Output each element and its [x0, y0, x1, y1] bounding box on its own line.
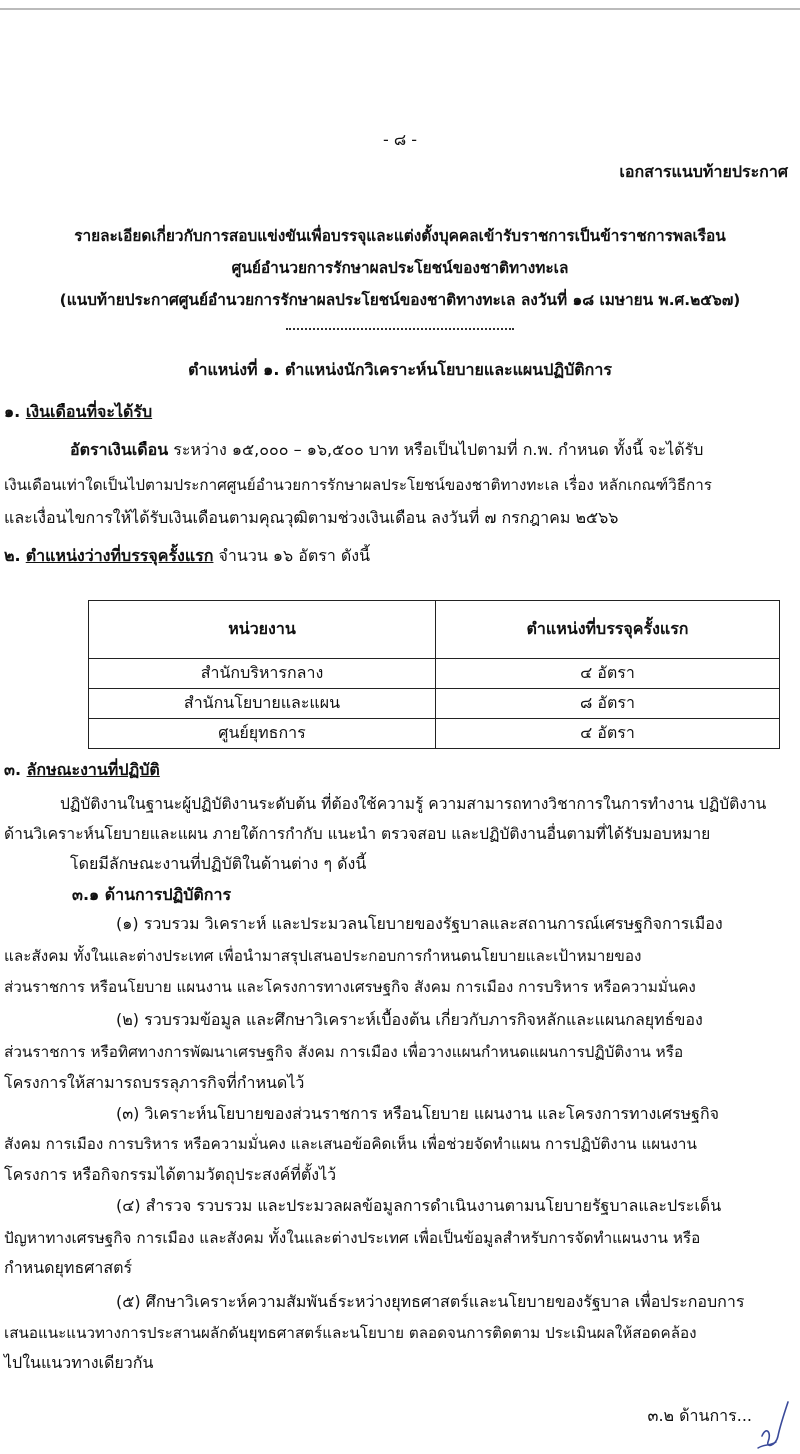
section2-tail: จำนวน ๑๖ อัตรา ดังนี้	[218, 546, 371, 565]
section3-number: ๓.	[4, 760, 22, 779]
table-row	[89, 689, 780, 719]
section1-line2: เงินเดือนเท่าใดเป็นไปตามประกาศศูนย์อำนวยการรักษาผลประโยชน์ของชาติทางทะเล เรื่อง หลักเกณฑ์วิธีการ	[4, 476, 712, 494]
document-title-line3: (แนบท้ายประกาศศูนย์อำนวยการรักษาผลประโยชน์ของชาติทางทะเล ลงวันที่ ๑๘ เมษายน พ.ศ.๒๕๖๗)	[59, 291, 741, 309]
dotted-separator	[286, 328, 514, 330]
salary-rate-text: ระหว่าง ๑๕,๐๐๐ – ๑๖,๕๐๐ บาท หรือเป็นไปตามที่ ก.พ. กำหนด ทั้งนี้ จะได้รับ	[173, 440, 704, 459]
item3-line2: สังคม การเมือง การบริหาร หรือความมั่นคง และเสนอข้อคิดเห็น เพื่อช่วยจัดทำแผน การปฏิบัติงาน แผนงาน	[4, 1135, 697, 1153]
section2-title: ตำแหน่งว่างที่บรรจุครั้งแรก	[25, 546, 214, 565]
page-number: - ๘ -	[382, 130, 418, 149]
section1-heading	[4, 402, 152, 422]
section3-title: ลักษณะงานที่ปฏิบัติ	[26, 760, 160, 779]
section2-heading	[4, 546, 370, 566]
section3-intro-line2: ด้านวิเคราะห์นโยบายและแผน ภายใต้การกำกับ แนะนำ ตรวจสอบ และปฏิบัติงานอื่นตามที่ได้รับมอบหมาย	[4, 825, 711, 843]
item5-line3: ไปในแนวทางเดียวกัน	[4, 1353, 154, 1372]
table-cell-unit: สำนักบริหารกลาง	[89, 659, 436, 689]
continuation-text: ๓.๒ ด้านการ...	[647, 1406, 752, 1425]
item4-line1: (๔) สำรวจ รวบรวม และประมวลผลข้อมูลการดำเนินงานตามนโยบายรัฐบาลและประเด็น	[116, 1196, 722, 1215]
table-cell-unit: ศูนย์ยุทธการ	[89, 719, 436, 749]
section3-intro-line3: โดยมีลักษณะงานที่ปฏิบัติในด้านต่าง ๆ ดังนี้	[70, 854, 367, 873]
table-cell-count: ๔ อัตรา	[436, 659, 780, 689]
item3-line1: (๓) วิเคราะห์นโยบายของส่วนราชการ หรือนโยบาย แผนงาน และโครงการทางเศรษฐกิจ	[116, 1104, 720, 1123]
table-header-row	[89, 601, 780, 659]
document-title-line1: รายละเอียดเกี่ยวกับการสอบแข่งขันเพื่อบรรจุและแต่งตั้งบุคคลเข้ารับราชการเป็นข้าราชการพลเรือน	[74, 227, 726, 245]
attachment-label: เอกสารแนบท้ายประกาศ	[619, 162, 788, 181]
handwritten-initials-icon	[754, 1396, 794, 1452]
item5-line1: (๕) ศึกษาวิเคราะห์ความสัมพันธ์ระหว่างยุทธศาสตร์และนโยบายของรัฐบาล เพื่อประกอบการ	[116, 1292, 745, 1311]
section3-heading	[4, 760, 160, 780]
section1-line3: และเงื่อนไขการให้ได้รับเงินเดือนตามคุณวุฒิตามช่วงเงินเดือน ลงวันที่ ๗ กรกฎาคม ๒๕๖๖	[4, 508, 619, 527]
subsection-3-1-heading: ๓.๑ ด้านการปฏิบัติการ	[72, 885, 232, 904]
vacancy-table	[88, 600, 780, 749]
item1-line3: ส่วนราชการ หรือนโยบาย แผนงาน และโครงการทางเศรษฐกิจ สังคม การเมือง การบริหาร หรือความมั่นคง	[4, 978, 696, 996]
item3-line3: โครงการ หรือกิจกรรมได้ตามวัตถุประสงค์ที่ตั้งไว้	[4, 1165, 337, 1184]
document-title-line2: ศูนย์อำนวยการรักษาผลประโยชน์ของชาติทางทะเล	[231, 259, 569, 277]
table-cell-unit: สำนักนโยบายและแผน	[89, 689, 436, 719]
table-row	[89, 719, 780, 749]
section2-number: ๒.	[4, 546, 21, 565]
item2-line1: (๒) รวบรวมข้อมูล และศึกษาวิเคราะห์เบื้องต้น เกี่ยวกับภารกิจหลักและแผนกลยุทธ์ของ	[116, 1010, 703, 1029]
item1-line2: และสังคม ทั้งในและต่างประเทศ เพื่อนำมาสรุปเสนอประกอบการกำหนดนโยบายและเป้าหมายของ	[4, 947, 642, 965]
item2-line2: ส่วนราชการ หรือทิศทางการพัฒนาเศรษฐกิจ สังคม การเมือง เพื่อวางแผนกำหนดแผนการปฏิบัติงาน หรือ	[4, 1043, 684, 1061]
salary-rate-label: อัตราเงินเดือน	[70, 440, 169, 459]
table-row	[89, 659, 780, 689]
item2-line3: โครงการให้สามารถบรรลุภารกิจที่กำหนดไว้	[4, 1073, 305, 1092]
item4-line2: ปัญหาทางเศรษฐกิจ การเมือง และสังคม ทั้งในและต่างประเทศ เพื่อเป็นข้อมูลสำหรับการจัดทำแผนงาน หรือ	[4, 1229, 701, 1247]
scan-top-edge	[0, 8, 800, 10]
item5-line2: เสนอแนะแนวทางการประสานผลักดันยุทธศาสตร์และนโยบาย ตลอดจนการติดตาม ประเมินผลให้สอดคล้อง	[4, 1324, 697, 1342]
section3-intro-line1: ปฏิบัติงานในฐานะผู้ปฏิบัติงานระดับต้น ที่ต้องใช้ความรู้ ความสามารถทางวิชาการในการทำงาน ปฏิบัติงาน	[60, 795, 767, 813]
header-unit: หน่วยงาน	[89, 601, 436, 659]
item1-line1: (๑) รวบรวม วิเคราะห์ และประมวลนโยบายของรัฐบาลและสถานการณ์เศรษฐกิจการเมือง	[116, 914, 723, 933]
header-positions: ตำแหน่งที่บรรจุครั้งแรก	[436, 601, 780, 659]
section1-line1	[70, 440, 703, 460]
section1-title: เงินเดือนที่จะได้รับ	[25, 402, 153, 421]
table-cell-count: ๘ อัตรา	[436, 689, 780, 719]
item4-line3: กำหนดยุทธศาสตร์	[4, 1258, 133, 1277]
table-cell-count: ๔ อัตรา	[436, 719, 780, 749]
section1-number: ๑.	[4, 402, 21, 421]
position-heading: ตำแหน่งที่ ๑. ตำแหน่งนักวิเคราะห์นโยบายและแผนปฏิบัติการ	[188, 360, 612, 379]
